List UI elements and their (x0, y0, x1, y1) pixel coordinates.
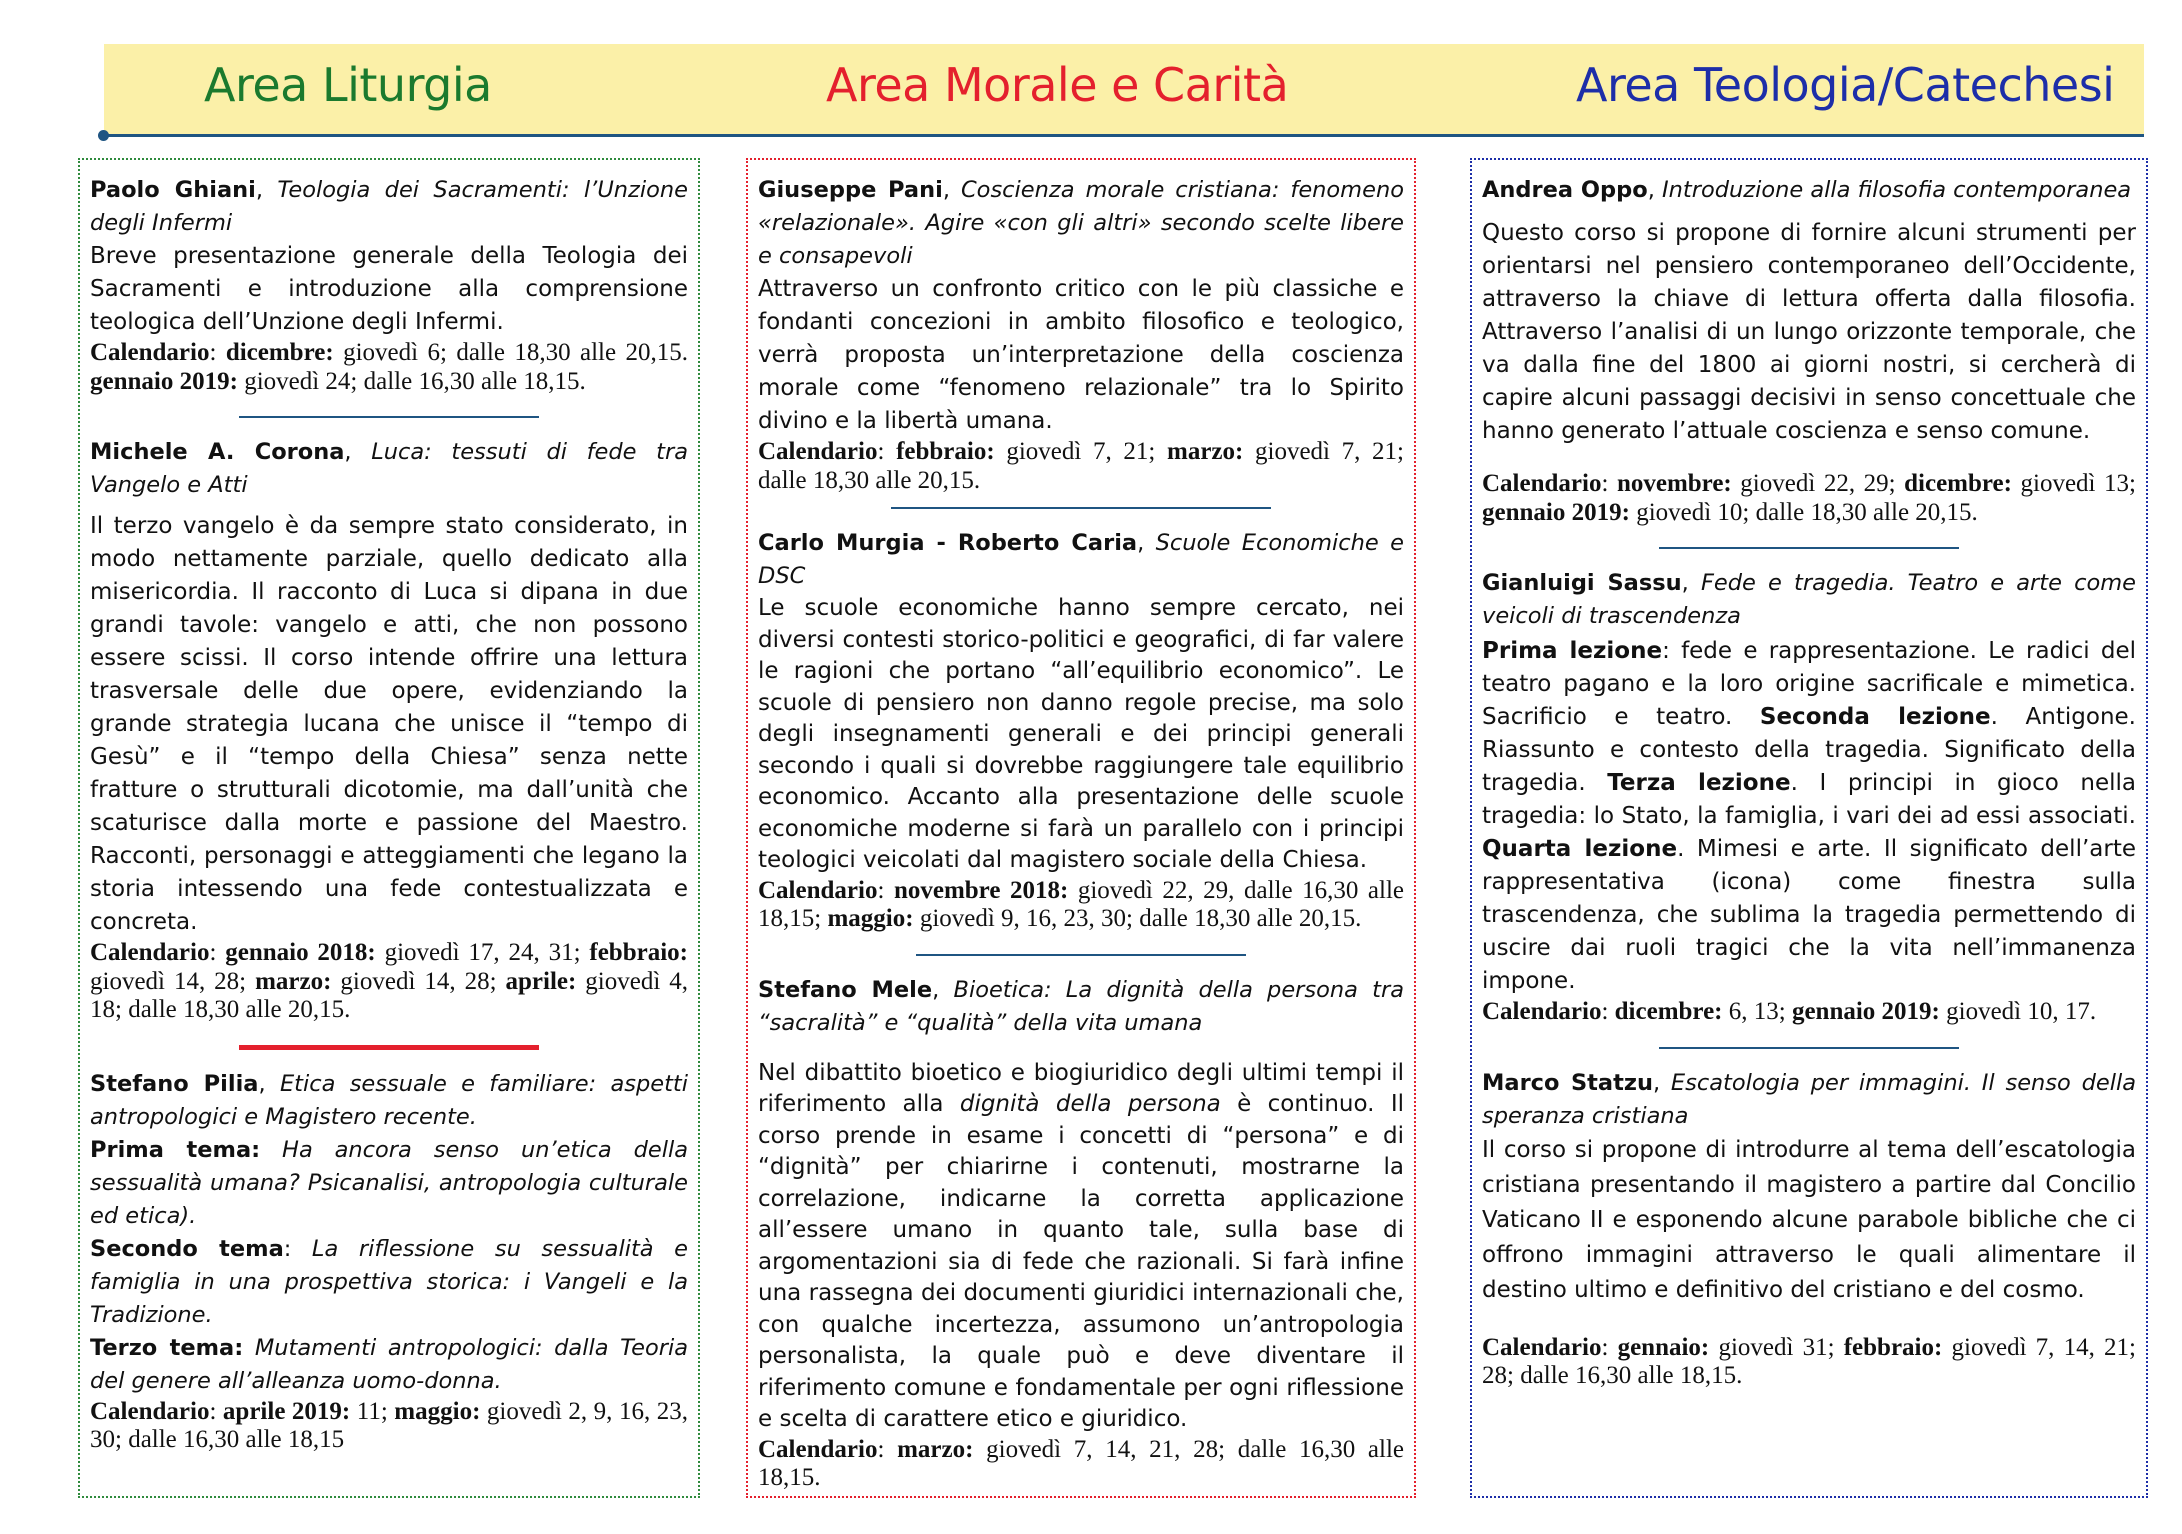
description-text: Nel dibattito bioetico e biogiuridico degli ultimi tempi il riferimento alla (758, 1059, 1404, 1117)
author: Carlo Murgia - Roberto Caria (758, 530, 1138, 556)
lesson-text: : fede e rappresentazione. Le radici del teatro pagano e la loro origine sacrificale e mimetica. Sacrificio e teatro. (1482, 638, 2136, 730)
description-text: è continuo. Il corso prende in esame i concetti di “persona” e di “dignità” per chiarirne i contenuti, mostrarne la correlazione, indicarne la corretta applicazione all’essere umano in quanto tale, sulla base di argomentazioni sia di fede che razionali. Si farà infine una rassegna dei documenti giuridici internazionali che, con qualche incertezza, assumono un’antropologia personalista, la quale può e deve diventare il riferimento comune e fondamentale per ogni riflessione e scelta di carattere etico e giuridico. (758, 1091, 1404, 1432)
calendar-month: novembre: (1616, 470, 1732, 497)
header-rule (104, 134, 2144, 137)
topic-label: Terzo tema: (90, 1334, 244, 1361)
calendar-month: febbraio: (589, 939, 688, 966)
author: Michele A. Corona (90, 439, 345, 465)
calendar-dates: giovedì 24; dalle 16,30 alle 18,15. (237, 367, 586, 395)
column-teologia (1470, 158, 2148, 1498)
calendar-label: Calendario (1482, 470, 1602, 497)
header-rule-dot (98, 130, 109, 141)
calendar-month: marzo: (1167, 438, 1244, 465)
calendar-dates: giovedì 17, 24, 31; (375, 939, 590, 966)
calendar-label: Calendario (758, 438, 878, 465)
calendar: Calendario: novembre 2018: giovedì 22, 29, dalle 16,30 alle 18,15; maggio: giovedì 9, 16, 23, 30; dalle 18,30 alle 20,15. (758, 876, 1404, 932)
calendar-dates: giovedì 22, 29, dalle 16,30 alle 18,15; (758, 876, 1404, 932)
calendar-month: aprile 2019: (222, 1397, 351, 1425)
calendar: Calendario: febbraio: giovedì 7, 21; marzo: giovedì 7, 21; dalle 18,30 alle 20,15. (758, 438, 1405, 494)
course-heading: Andrea Oppo, Introduzione alla filosofia contemporanea (1482, 177, 2132, 203)
calendar-month: dicembre: (225, 339, 334, 366)
calendar-dates: 11; (350, 1397, 395, 1425)
topic (90, 1332, 688, 1398)
course-title: Escatologia per immagini. Il senso della speranza cristiana (1482, 1069, 2136, 1129)
author: Paolo Ghiani (90, 177, 256, 203)
lesson-label: Terza lezione (1607, 770, 1791, 796)
calendar-dates: giovedì 22, 29; (1731, 470, 1905, 497)
course-heading: Marco Statzu, Escatologia per immagini. Il senso della speranza cristiana (1482, 1069, 2136, 1129)
author: Giuseppe Pani (758, 177, 943, 203)
course-description: Le scuole economiche hanno sempre cercato, nei diversi contesti storico-politici e geografici, di far valere le ragioni che portano “all’equilibrio economico”. Le scuole di pensiero non danno regole precise, ma solo degli insegnamenti generali e dei principi generali secondo i quali si dovrebbe raggiungere tale equilibrio economico. Accanto alla presentazione delle scuole economiche moderne si farà un parallelo con i principi teologici veicolati dal magistero sociale della Chiesa. (758, 595, 1404, 873)
calendar-dates: 6, 13; (1722, 998, 1792, 1025)
topic-text: Ha ancora senso un’etica della sessualità umana? Psicanalisi, antropologia culturale ed etica). (90, 1136, 688, 1229)
calendar-dates: giovedì 31; (1709, 1333, 1844, 1361)
calendar-month: dicembre: (1904, 470, 2012, 497)
topic-text: La riflessione su sessualità e famiglia in una prospettiva storica: i Vangeli e la Tradizione. (90, 1235, 689, 1328)
calendar-month: febbraio: (1843, 1333, 1943, 1361)
course-heading: Carlo Murgia - Roberto Caria, Scuole Economiche e DSC (758, 530, 1404, 589)
topic: Secondo tema: La riflessione su sessualità e famiglia in una prospettiva storica: i Vangeli e la Tradizione. (90, 1235, 689, 1328)
description-emphasis: dignità della persona (959, 1091, 1221, 1117)
course-title: Luca: tessuti di fede tra Vangelo e Atti (90, 439, 688, 498)
calendar-label: Calendario (90, 939, 210, 966)
topic (90, 1134, 688, 1233)
course-description: Il terzo vangelo è da sempre stato considerato, in modo nettamente parziale, quello dedicato alla misericordia. Il racconto di Luca si dipana in due grandi tavole: vangelo e atti, che non possono essere scissi. Il corso intende offrire una lettura trasversale delle due opere, evidenziando la grande strategia lucana che unisce il “tempo di Gesù” e il “tempo della Chiesa” senza nette fratture o strutturali dicotomie, ma dall’unità che scaturisce dalla morte e passione del Maestro. Racconti, personaggi e atteggiamenti che legano la storia intessendo una fede contestualizzata e concreta. (90, 513, 688, 935)
calendar-month: marzo: (897, 1435, 974, 1463)
course-title: Scuole Economiche e DSC (758, 530, 1404, 589)
course-description: Attraverso un confronto critico con le più classiche e fondanti concezioni in ambito filosofico e teologico, verrà proposta un’interpretazione della coscienza morale come “fenomeno relazionale” tra lo Spirito divino e la libertà umana. (758, 276, 1404, 434)
calendar: Calendario: gennaio 2018: giovedì 17, 24, 31; febbraio: giovedì 14, 28; marzo: giovedì 14, 28; aprile: giovedì 4, 18; dalle 18,30 alle 20,15. (90, 939, 688, 1023)
calendar: Calendario: aprile 2019: 11; maggio: giovedì 2, 9, 16, 23, 30; dalle 16,30 alle 18,15 (90, 1397, 688, 1453)
course-title: Coscienza morale cristiana: fenomeno «relazionale». Agire «con gli altri» secondo scelte libere e consapevoli (758, 177, 1404, 269)
calendar-label: Calendario (1482, 998, 1602, 1025)
calendar-month: aprile: (505, 967, 577, 995)
author: Andrea Oppo (1482, 177, 1648, 203)
calendar-dates: giovedì 7, 14, 21; 28; dalle 16,30 alle 18,15. (1482, 1333, 2136, 1389)
calendar-label: Calendario (90, 1397, 210, 1425)
course-heading: Giuseppe Pani, Coscienza morale cristiana: fenomeno «relazionale». Agire «con gli altri» secondo scelte libere e consapevoli (758, 177, 1404, 269)
course-title: Bioetica: La dignità della persona tra “sacralità” e “qualità” della vita umana (758, 976, 1404, 1036)
calendar-month: gennaio: (1617, 1333, 1710, 1361)
calendar-month: maggio: (394, 1397, 481, 1425)
lesson-text: . Antigone. Riassunto e contesto della tragedia. Significato della tragedia. (1482, 704, 2136, 796)
column-morale (746, 158, 1416, 1498)
calendar-dates: giovedì 14, 28; (331, 967, 506, 995)
lesson-label: Prima lezione (1482, 638, 1663, 664)
lesson-text: . I principi in gioco nella tragedia: lo Stato, la famiglia, i vari dei ad essi associati. (1482, 770, 2136, 829)
calendar-dates: giovedì 7, 21; dalle 18,30 alle 20,15. (758, 438, 1405, 494)
author: Gianluigi Sassu (1482, 570, 1682, 596)
lesson-label: Quarta lezione (1482, 836, 1678, 862)
course-heading: Stefano Mele, Bioetica: La dignità della persona tra “sacralità” e “qualità” della vita umana (758, 976, 1404, 1036)
calendar-month: marzo: (255, 967, 332, 995)
separator (239, 1045, 539, 1050)
course-description: Il corso si propone di introdurre al tema dell’escatologia cristiana presentando il magistero a partire dal Concilio Vaticano II e esponendo alcune parabole bibliche che ci offrono immagini attraverso le quali alimentare il destino ultimo e definitivo del cristiano e del cosmo. (1482, 1136, 2136, 1303)
column-liturgia (78, 158, 700, 1498)
course-heading: Gianluigi Sassu, Fede e tragedia. Teatro e arte come veicoli di trascendenza (1482, 570, 2136, 629)
calendar-dates: giovedì 13; (2011, 470, 2136, 497)
course-title: Introduzione alla filosofia contemporanea (1662, 177, 2132, 203)
topic-label: Secondo tema (90, 1235, 284, 1262)
calendar-label: Calendario (90, 339, 210, 366)
lessons (1482, 635, 2136, 998)
calendar-month: maggio: (827, 905, 914, 932)
calendar-month: gennaio 2019: (1482, 498, 1630, 526)
lesson-label: Seconda lezione (1759, 704, 1991, 730)
lesson-text: . Mimesi e arte. Il significato dell’arte rappresentativa (icona) come finestra sulla trascendenza, che sublima la tragedia permettendo di uscire dai ruoli tragici che la vita nell’immanenza impone. (1482, 836, 2136, 994)
calendar: Calendario: marzo: giovedì 7, 14, 21, 28; dalle 16,30 alle 18,15. (758, 1435, 1404, 1491)
calendar-month: gennaio 2019: (1791, 998, 1940, 1025)
calendar-dates: giovedì 10; dalle 18,30 alle 20,15. (1629, 498, 1978, 526)
course-title: Teologia dei Sacramenti: l’Unzione degli Infermi (90, 177, 688, 236)
calendar-month: gennaio 2019: (90, 367, 238, 395)
course-title: Etica sessuale e familiare: aspetti antropologici e Magistero recente. (90, 1070, 688, 1130)
calendar-month: novembre 2018: (893, 876, 1069, 904)
separator (239, 416, 539, 418)
separator (916, 954, 1246, 956)
calendar-dates: giovedì 9, 16, 23, 30; dalle 18,30 alle 20,15. (913, 905, 1362, 932)
course-description: Questo corso si propone di fornire alcuni strumenti per orientarsi nel pensiero contemporaneo dell’Occidente, attraverso la chiave di lettura offerta dalla filosofia. Attraverso l’analisi di un lungo orizzonte temporale, che va dalla fine del 1800 ai giorni nostri, si cercherà di capire alcuni passaggi decisivi in senso concettuale che hanno generato l’attuale coscienza e senso comune. (1482, 220, 2136, 444)
course-description (758, 1058, 1404, 1436)
topic-text: Mutamenti antropologici: dalla Teoria del genere all’alleanza uomo-donna. (90, 1334, 688, 1394)
calendar-dates: giovedì 7, 14, 21, 28; dalle 16,30 alle 18,15. (758, 1435, 1404, 1491)
calendar: Calendario: dicembre: giovedì 6; dalle 18,30 alle 20,15. gennaio 2019: giovedì 24; dalle 16,30 alle 18,15. (90, 339, 688, 395)
calendar-dates: giovedì 10, 17. (1939, 998, 2097, 1025)
calendar-month: gennaio 2018: (225, 939, 376, 966)
area-morale-title: Area Morale e Carità (826, 58, 1289, 112)
course-title: Fede e tragedia. Teatro e arte come veicoli di trascendenza (1482, 570, 2136, 629)
author: Marco Statzu (1482, 1069, 1653, 1096)
course-heading: Paolo Ghiani, Teologia dei Sacramenti: l’Unzione degli Infermi (90, 177, 688, 236)
area-liturgia-title: Area Liturgia (204, 58, 492, 112)
course-description: Breve presentazione generale della Teologia dei Sacramenti e introduzione alla comprensione teologica dell’Unzione degli Infermi. (90, 243, 688, 335)
course-heading: Stefano Pilia, Etica sessuale e familiare: aspetti antropologici e Magistero recente. (90, 1070, 688, 1130)
calendar-label: Calendario (758, 1435, 878, 1463)
area-teologia-title: Area Teologia/Catechesi (1576, 58, 2115, 112)
author: Stefano Mele (758, 976, 933, 1003)
calendar-month: dicembre: (1614, 998, 1723, 1025)
calendar: Calendario: gennaio: giovedì 31; febbraio: giovedì 7, 14, 21; 28; dalle 16,30 alle 18,15. (1482, 1333, 2136, 1389)
calendar-dates: giovedì 6; dalle 18,30 alle 20,15. (333, 339, 688, 366)
course-heading: Michele A. Corona, Luca: tessuti di fede tra Vangelo e Atti (90, 439, 688, 498)
calendar-dates: giovedì 7, 21; (994, 438, 1167, 465)
calendar-label: Calendario (1482, 1333, 1602, 1361)
separator (1659, 1047, 1959, 1049)
calendar-dates: giovedì 2, 9, 16, 23, 30; dalle 16,30 alle 18,15 (90, 1397, 688, 1453)
calendar-label: Calendario (758, 876, 878, 904)
calendar-month: febbraio: (896, 438, 995, 465)
calendar: Calendario: dicembre: 6, 13; gennaio 2019: giovedì 10, 17. (1482, 998, 2097, 1025)
author: Stefano Pilia (90, 1070, 259, 1097)
calendar-dates: giovedì 14, 28; (90, 967, 256, 995)
topic-label: Prima tema: (90, 1136, 261, 1163)
calendar-dates: giovedì 4, 18; dalle 18,30 alle 20,15. (90, 967, 688, 1023)
calendar: Calendario: novembre: giovedì 22, 29; dicembre: giovedì 13; gennaio 2019: giovedì 10; dalle 18,30 alle 20,15. (1482, 470, 2136, 526)
separator (891, 507, 1271, 509)
separator (1659, 547, 1959, 549)
